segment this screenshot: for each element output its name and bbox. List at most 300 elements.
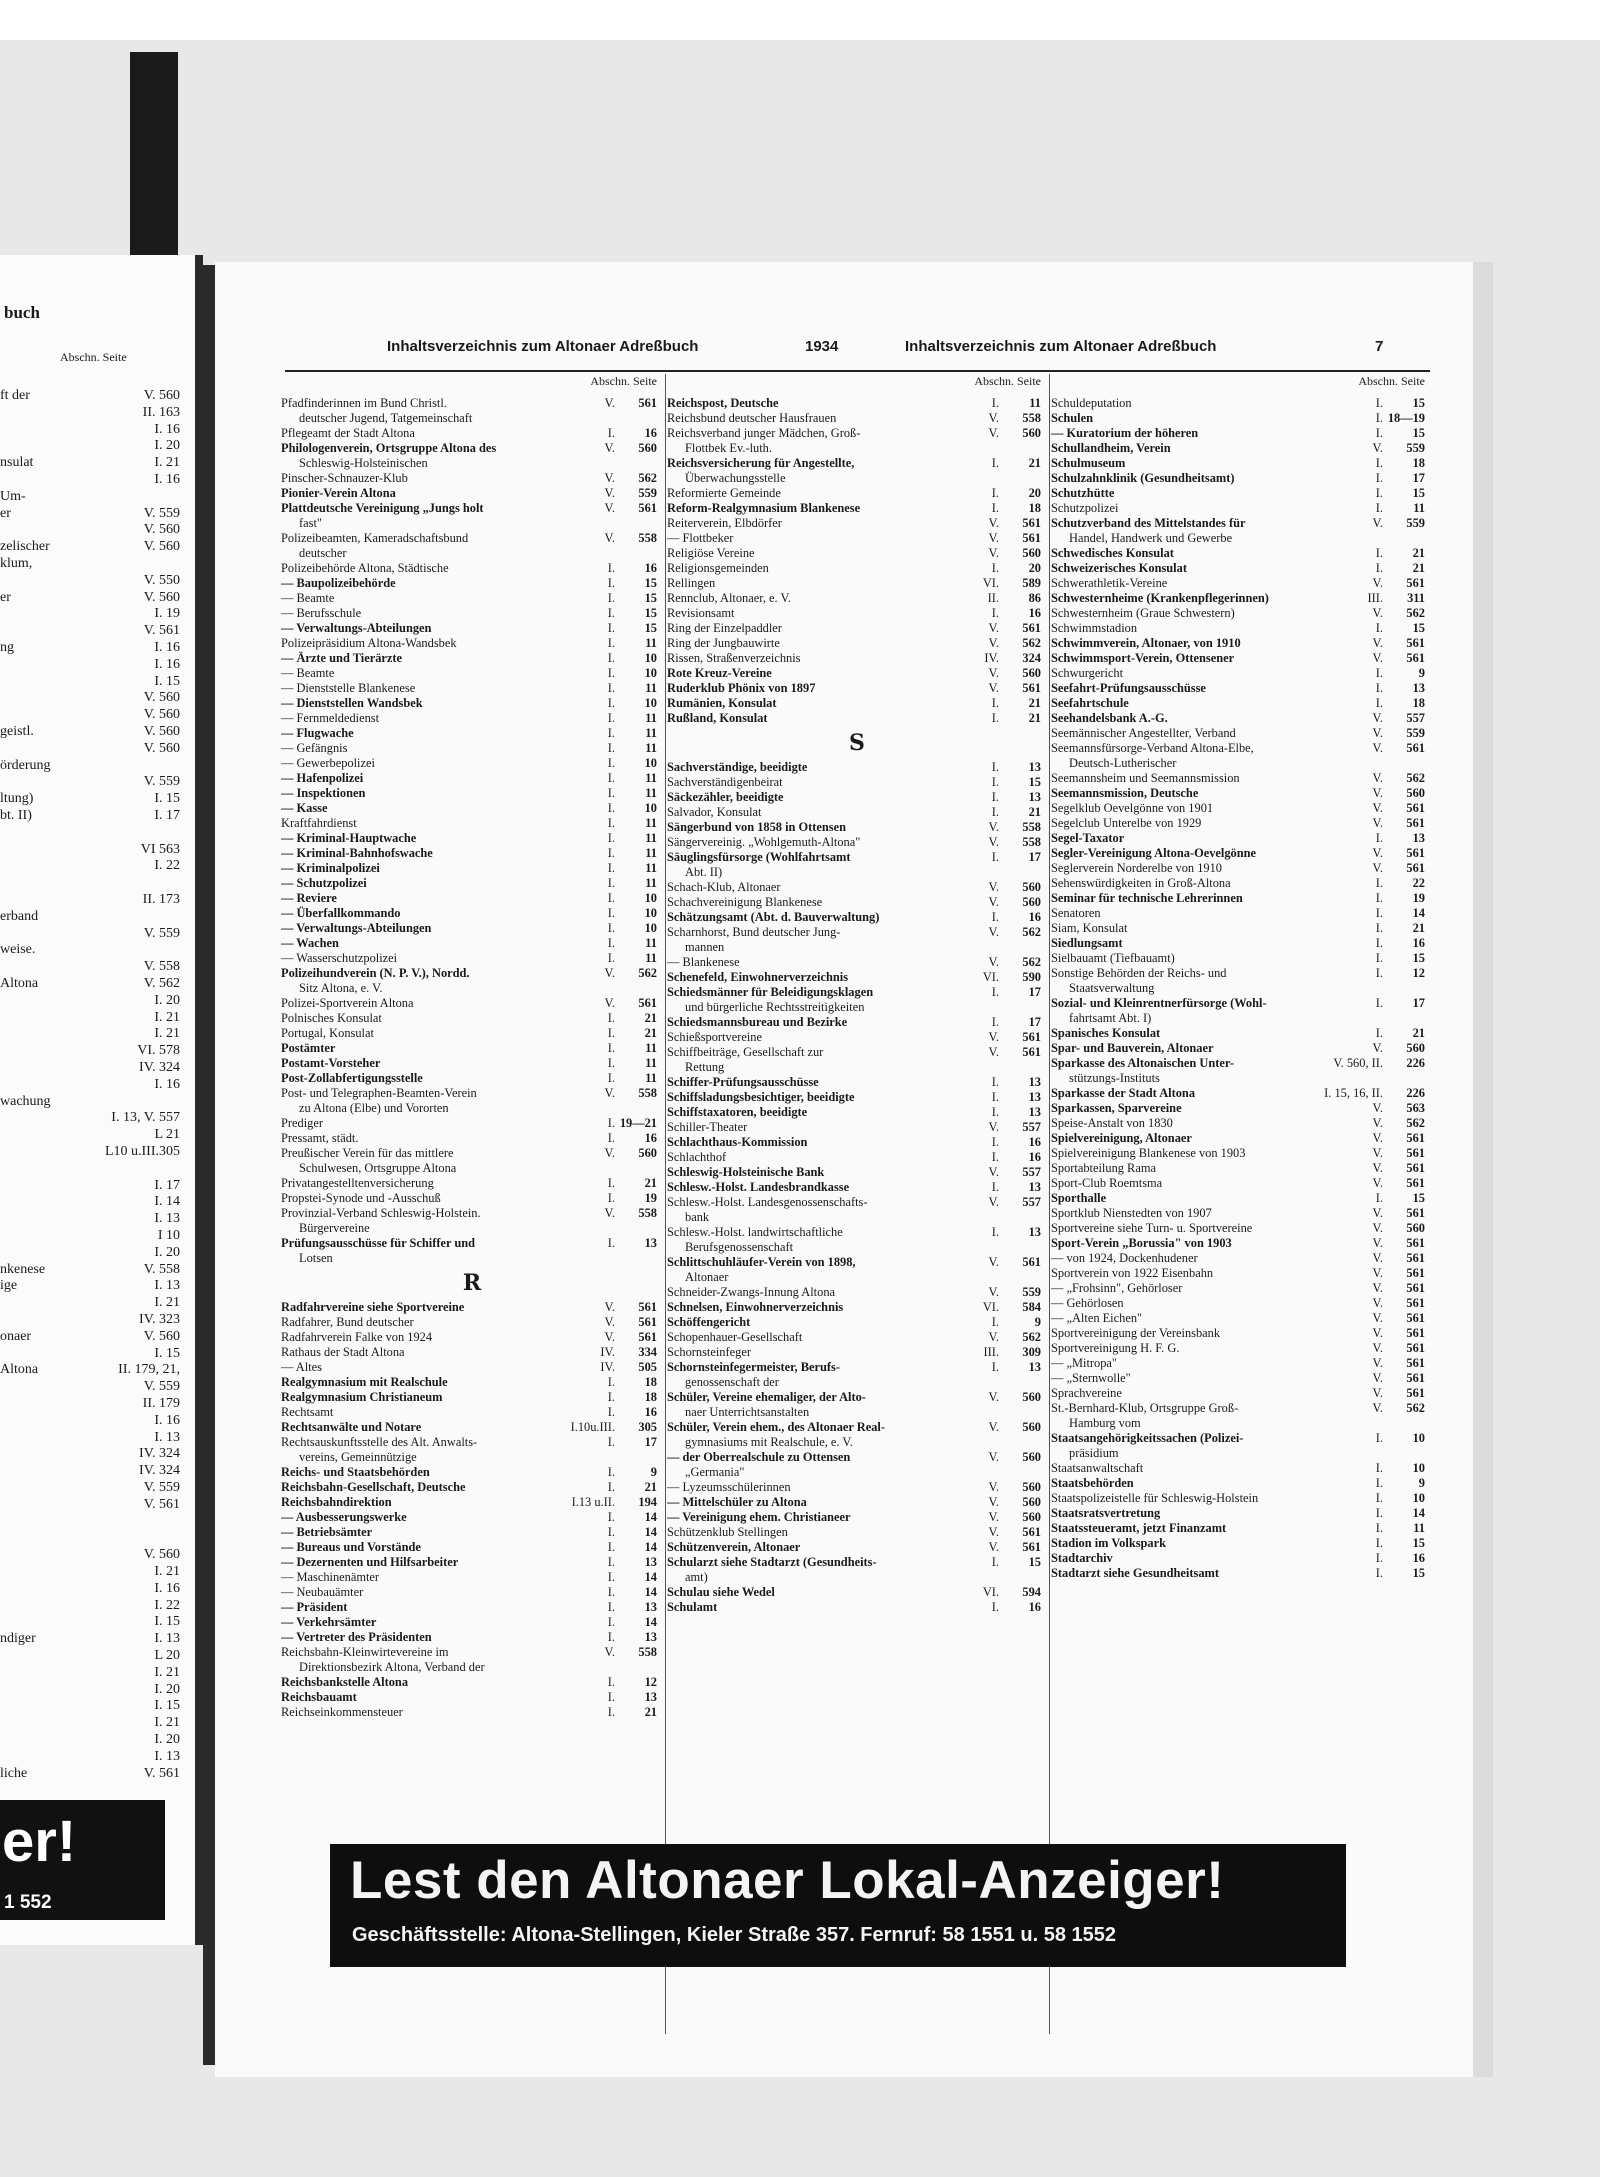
entry-page: 13: [644, 1690, 657, 1704]
header-left-title: Inhaltsverzeichnis zum Altonaer Adreßbuch: [387, 338, 699, 355]
entry-section: I.: [991, 711, 999, 725]
index-entry: [1051, 651, 1431, 666]
page-gutter: [203, 265, 215, 2065]
index-entry: [281, 1345, 663, 1360]
index-entry: [281, 921, 663, 936]
index-entry: [281, 891, 663, 906]
entry-page: 561: [638, 1300, 657, 1314]
entry-page: 561: [1406, 1326, 1425, 1340]
entry-section: I.: [607, 816, 615, 830]
left-entry-ref: I. 20: [154, 1732, 180, 1747]
entry-page: 11: [645, 711, 657, 725]
entry-page: 15: [1412, 951, 1425, 965]
entry-section: I.: [607, 1041, 615, 1055]
entry-page: 11: [645, 771, 657, 785]
entry-page: 19: [1412, 891, 1425, 905]
entry-title: — Kriminal-Hauptwache: [281, 831, 417, 845]
entry-section: I.: [991, 1135, 999, 1149]
index-entry: [281, 1465, 663, 1480]
entry-section: V.: [988, 880, 999, 894]
entry-section: VI.: [982, 970, 999, 984]
entry-title: — Blankenese: [667, 955, 740, 969]
entry-section: V.: [604, 1146, 615, 1160]
entry-page: 14: [644, 1615, 657, 1629]
entry-title: — Überfallkommando: [281, 906, 401, 920]
entry-page: 15: [644, 606, 657, 620]
entry-page: 11: [645, 741, 657, 755]
index-entry: [1051, 561, 1431, 576]
entry-title: Polizeipräsidium Altona-Wandsbek: [281, 636, 457, 650]
entry-page: 558: [1022, 411, 1041, 425]
index-entry: [281, 1690, 663, 1705]
entry-page: 13: [644, 1600, 657, 1614]
entry-continuation: zu Altona (Elbe) und Vororten: [299, 1101, 449, 1115]
entry-title: Siam, Konsulat: [1051, 921, 1128, 935]
index-entry: [281, 1131, 663, 1146]
entry-page: 16: [1028, 1600, 1041, 1614]
entry-section: V.: [988, 1045, 999, 1059]
entry-title: — der Oberrealschule zu Ottensen: [667, 1450, 851, 1464]
left-entry-ref: I. 16: [154, 1412, 180, 1428]
index-entry: [1051, 1371, 1431, 1386]
entry-section: I.: [991, 1225, 999, 1239]
entry-page: 558: [1022, 835, 1041, 849]
left-entry-ref: V. 560: [143, 1547, 180, 1563]
left-ad-text: er!: [2, 1809, 77, 1874]
index-entry: [1051, 1161, 1431, 1176]
entry-section: I.: [607, 756, 615, 770]
entry-section: I.: [607, 621, 615, 635]
entry-title: — Reviere: [281, 891, 337, 905]
entry-page: 561: [1022, 621, 1041, 635]
index-entry: [281, 1315, 663, 1330]
entry-title: Speise-Anstalt von 1830: [1051, 1116, 1173, 1130]
index-entry: [1051, 1401, 1431, 1431]
index-entry: [281, 531, 663, 561]
index-entry: [281, 1086, 663, 1116]
entry-section: V.: [604, 486, 615, 500]
entry-section: I.: [991, 1360, 999, 1374]
entry-title: Reichsbahndirektion: [281, 1495, 392, 1509]
entry-title: — Beamte: [281, 591, 335, 605]
entry-page: 22: [1412, 876, 1425, 890]
entry-title: Reichsbahn-Kleinwirtevereine im: [281, 1645, 449, 1659]
entry-section: I.: [607, 1405, 615, 1419]
left-entry-fragment: [0, 1763, 190, 1784]
entry-page: 562: [1406, 1401, 1425, 1415]
entry-section: I.: [1375, 561, 1383, 575]
entry-section: I.10u.III.: [570, 1420, 615, 1434]
entry-section: I.: [991, 1180, 999, 1194]
entry-title: Schornsteinfeger: [667, 1345, 751, 1359]
entry-title: Seehandelsbank A.-G.: [1051, 711, 1168, 725]
index-entry: [667, 1495, 1047, 1510]
entry-section: I.: [991, 486, 999, 500]
entry-section: I.: [607, 1525, 615, 1539]
entry-page: 558: [638, 531, 657, 545]
entry-continuation: Altonaer: [685, 1270, 729, 1284]
entry-page: 590: [1022, 970, 1041, 984]
entry-page: 11: [1029, 396, 1041, 410]
entry-page: 11: [645, 1056, 657, 1070]
entry-page: 11: [645, 636, 657, 650]
index-entry: [1051, 1536, 1431, 1551]
entry-title: Reform-Realgymnasium Blankenese: [667, 501, 861, 515]
entry-title: Sielbauamt (Tiefbauamt): [1051, 951, 1175, 965]
entry-section: I.: [1375, 1566, 1383, 1580]
entry-title: Realgymnasium mit Realschule: [281, 1375, 448, 1389]
index-entry: [1051, 1311, 1431, 1326]
entry-title: Schlesw.-Holst. Landesbrandkasse: [667, 1180, 850, 1194]
entry-page: 305: [638, 1420, 657, 1434]
entry-section: V.: [988, 621, 999, 635]
entry-page: 12: [1412, 966, 1425, 980]
left-entry-ref: I. 22: [154, 858, 180, 874]
entry-title: Rathaus der Stadt Altona: [281, 1345, 405, 1359]
entry-section: I.: [1375, 546, 1383, 560]
left-entry-ref: V. 560: [143, 740, 180, 756]
entry-title: Staatsangehörigkeitssachen (Polizei-: [1051, 1431, 1244, 1445]
entry-page: 17: [1412, 996, 1425, 1010]
entry-section: V.: [988, 1195, 999, 1209]
entry-section: V.: [604, 1330, 615, 1344]
entry-section: V.: [1372, 1356, 1383, 1370]
entry-page: 562: [1406, 606, 1425, 620]
index-entry: [1051, 1086, 1431, 1101]
entry-title: Säuglingsfürsorge (Wohlfahrtsamt: [667, 850, 851, 864]
entry-section: I.: [607, 1131, 615, 1145]
left-entry-ref: VI. 578: [137, 1043, 180, 1059]
section-letter: R: [462, 1270, 482, 1296]
index-entry: [1051, 831, 1431, 846]
entry-section: III.: [1367, 591, 1383, 605]
entry-page: 559: [638, 486, 657, 500]
index-entry: [667, 621, 1047, 636]
entry-section: I.: [607, 846, 615, 860]
entry-title: — Lyzeumsschülerinnen: [667, 1480, 791, 1494]
entry-title: — von 1924, Dockenhudener: [1051, 1251, 1198, 1265]
index-entry: [1051, 1566, 1431, 1581]
entry-section: I.: [607, 1011, 615, 1025]
entry-section: V.: [988, 1450, 999, 1464]
entry-section: I.: [991, 790, 999, 804]
entry-page: 560: [1406, 1221, 1425, 1235]
entry-page: 17: [1028, 850, 1041, 864]
index-entry: [1051, 1461, 1431, 1476]
index-entry: [281, 1540, 663, 1555]
entry-title: Sparkassen, Sparvereine: [1051, 1101, 1182, 1115]
left-entry-ref: II. 163: [142, 404, 180, 420]
index-entry: [1051, 426, 1431, 441]
entry-title: Schlittschuhläufer-Verein von 1898,: [667, 1255, 856, 1269]
index-entry: [1051, 1056, 1431, 1086]
entry-section: I.: [991, 1150, 999, 1164]
entry-page: 13: [1412, 831, 1425, 845]
entry-title: Schlachthaus-Kommission: [667, 1135, 808, 1149]
entry-continuation: gymnasiums mit Realschule, e. V.: [685, 1435, 853, 1449]
left-entry-ref: I. 13, V. 557: [111, 1110, 180, 1126]
index-entry: [281, 621, 663, 636]
index-entry: [281, 846, 663, 861]
entry-page: 11: [645, 816, 657, 830]
entry-title: Rennclub, Altonaer, e. V.: [667, 591, 791, 605]
entry-section: V. 560, II.: [1333, 1056, 1383, 1070]
index-entry: [1051, 1221, 1431, 1236]
entry-page: 561: [638, 1315, 657, 1329]
entry-page: 562: [1022, 955, 1041, 969]
entry-title: Rußland, Konsulat: [667, 711, 768, 725]
left-entry-ref: V. 562: [143, 976, 180, 991]
entry-section: I.: [607, 1191, 615, 1205]
entry-page: 21: [1412, 546, 1425, 560]
entry-page: 15: [1028, 1555, 1041, 1569]
index-entry: [1051, 741, 1431, 771]
entry-section: V.: [1372, 1101, 1383, 1115]
entry-title: Schiffstaxatoren, beeidigte: [667, 1105, 808, 1119]
index-entry: [1051, 1191, 1431, 1206]
entry-title: Sport-Verein „Borussia" von 1903: [1051, 1236, 1232, 1250]
entry-page: 560: [1022, 426, 1041, 440]
entry-title: Schiffbeiträge, Gesellschaft zur: [667, 1045, 824, 1059]
index-entry: [281, 876, 663, 891]
entry-page: 13: [644, 1555, 657, 1569]
entry-title: — Kasse: [281, 801, 328, 815]
entry-page: 559: [1406, 726, 1425, 740]
entry-title: Segelclub Unterelbe von 1929: [1051, 816, 1202, 830]
entry-page: 560: [1022, 1480, 1041, 1494]
left-entry-ref: V. 550: [143, 572, 180, 588]
left-entry-ref: V. 559: [143, 1379, 180, 1395]
entry-page: 10: [644, 666, 657, 680]
entry-section: I.: [991, 1600, 999, 1614]
entry-title: Schwedisches Konsulat: [1051, 546, 1174, 560]
entry-continuation: bank: [685, 1210, 710, 1224]
column-3-entries: [1051, 396, 1431, 1581]
entry-title: Schwesternheime (Krankenpflegerinnen): [1051, 591, 1269, 605]
entry-title: Ring der Jungbauwirte: [667, 636, 780, 650]
index-entry: [1051, 1131, 1431, 1146]
entry-section: V.: [988, 1285, 999, 1299]
index-entry: [667, 1090, 1047, 1105]
entry-title: — Hafenpolizei: [281, 771, 364, 785]
left-entry-ref: II. 179, 21,: [118, 1362, 180, 1378]
entry-section: I.: [1375, 876, 1383, 890]
entry-title: Reichsversicherung für Angestellte,: [667, 456, 855, 470]
left-entry-ref: I. 13: [154, 1211, 180, 1227]
entry-title: Sachverständigenbeirat: [667, 775, 783, 789]
index-entry: [1051, 1326, 1431, 1341]
entry-page: 561: [1406, 861, 1425, 875]
entry-page: 14: [644, 1585, 657, 1599]
entry-title: Schützenklub Stellingen: [667, 1525, 788, 1539]
index-entry: [1051, 1251, 1431, 1266]
left-entry-ref: IV. 324: [139, 1060, 180, 1075]
entry-page: 194: [638, 1495, 657, 1509]
entry-page: 560: [1022, 546, 1041, 560]
entry-section: V.: [604, 996, 615, 1010]
entry-title: Schiller-Theater: [667, 1120, 748, 1134]
entry-section: I.: [991, 760, 999, 774]
entry-section: I.: [1375, 1026, 1383, 1040]
entry-title: Post-Zollabfertigungsstelle: [281, 1071, 423, 1085]
index-entry: [281, 831, 663, 846]
index-entry: [281, 711, 663, 726]
index-entry: [1051, 621, 1431, 636]
entry-section: V.: [1372, 1266, 1383, 1280]
entry-title: Schießsportvereine: [667, 1030, 762, 1044]
entry-continuation: Rettung: [685, 1060, 725, 1074]
entry-title: — Verwaltungs-Abteilungen: [281, 621, 432, 635]
entry-continuation: präsidium: [1069, 1446, 1119, 1460]
entry-section: I.: [607, 906, 615, 920]
entry-page: 561: [1406, 651, 1425, 665]
index-entry: [667, 396, 1047, 411]
entry-title: Sporthalle: [1051, 1191, 1107, 1205]
left-entry-ref: I. 13: [154, 1278, 180, 1294]
entry-title: Sonstige Behörden der Reichs- und: [1051, 966, 1227, 980]
entry-section: I.: [607, 1116, 615, 1130]
entry-title: Radfahrverein Falke von 1924: [281, 1330, 433, 1344]
entry-continuation: naer Unterrichtsanstalten: [685, 1405, 810, 1419]
entry-section: V.: [988, 1030, 999, 1044]
index-entry: [667, 1180, 1047, 1195]
index-entry: [667, 651, 1047, 666]
index-entry: [667, 925, 1047, 955]
entry-title: Sportverein von 1922 Eisenbahn: [1051, 1266, 1214, 1280]
entry-title: Propstei-Synode und -Ausschuß: [281, 1191, 441, 1205]
entry-section: V.: [988, 1525, 999, 1539]
entry-page: 10: [1412, 1431, 1425, 1445]
entry-section: I.: [607, 801, 615, 815]
entry-section: II.: [987, 591, 999, 605]
index-entry: [281, 1375, 663, 1390]
index-entry: [281, 1510, 663, 1525]
entry-page: 561: [1022, 531, 1041, 545]
entry-page: 560: [1406, 1041, 1425, 1055]
entry-title: Senatoren: [1051, 906, 1101, 920]
entry-page: 18: [1028, 501, 1041, 515]
entry-title: Schlachthof: [667, 1150, 727, 1164]
entry-title: — Neubauämter: [281, 1585, 364, 1599]
entry-page: 11: [645, 831, 657, 845]
left-entry-ref: V. 560: [143, 388, 180, 403]
entry-page: 10: [1412, 1491, 1425, 1505]
entry-page: 10: [644, 906, 657, 920]
left-entry-ref: II. 179: [142, 1396, 180, 1411]
entry-continuation: und bürgerliche Rechtsstreitigkeiten: [685, 1000, 865, 1014]
entry-page: 15: [1412, 1536, 1425, 1550]
index-entry: [281, 1555, 663, 1570]
index-entry: [1051, 1266, 1431, 1281]
entry-section: V.: [604, 501, 615, 515]
entry-page: 21: [644, 1705, 657, 1719]
entry-page: 13: [1028, 1090, 1041, 1104]
entry-title: Seemännischer Angestellter, Verband: [1051, 726, 1236, 740]
index-entry: [667, 696, 1047, 711]
left-entry-ref: V. 560: [143, 690, 180, 706]
index-entry: [281, 861, 663, 876]
entry-title: Pfadfinderinnen im Bund Christl.: [281, 396, 447, 410]
entry-title: Seemannsfürsorge-Verband Altona-Elbe,: [1051, 741, 1254, 755]
entry-section: I.: [991, 775, 999, 789]
entry-section: I.: [1375, 1461, 1383, 1475]
entry-title: Stadion im Volkspark: [1051, 1536, 1167, 1550]
entry-page: 557: [1406, 711, 1425, 725]
entry-section: V.: [604, 966, 615, 980]
entry-continuation: Abt. II): [685, 865, 723, 879]
entry-title: Rumänien, Konsulat: [667, 696, 777, 710]
left-entry-ref: I. 16: [154, 656, 180, 672]
index-entry: [667, 666, 1047, 681]
index-entry: [667, 820, 1047, 835]
entry-title: Seglerverein Norderelbe von 1910: [1051, 861, 1223, 875]
entry-title: Post- und Telegraphen-Beamten-Verein: [281, 1086, 477, 1100]
index-entry: [281, 1041, 663, 1056]
left-entry-text: ng: [0, 640, 14, 655]
entry-section: I.: [1375, 681, 1383, 695]
entry-section: I.: [607, 786, 615, 800]
index-entry: [667, 1255, 1047, 1285]
entry-title: Reformierte Gemeinde: [667, 486, 781, 500]
entry-page: 13: [1028, 1105, 1041, 1119]
entry-section: I.: [607, 1555, 615, 1569]
index-entry: [1051, 681, 1431, 696]
entry-title: Staatspolizeistelle für Schleswig-Holstein: [1051, 1491, 1259, 1505]
entry-section: V.: [1372, 1206, 1383, 1220]
left-entry-ref: I. 15: [154, 791, 180, 807]
entry-section: I.: [607, 606, 615, 620]
entry-page: 15: [1412, 1191, 1425, 1205]
entry-title: Sport-Club Roemtsma: [1051, 1176, 1163, 1190]
entry-section: I.: [607, 1705, 615, 1719]
index-entry: [281, 786, 663, 801]
entry-title: Kraftfahrdienst: [281, 816, 357, 830]
entry-page: 324: [1022, 651, 1041, 665]
left-entry-ref: V. 561: [143, 1765, 180, 1781]
entry-section: I.: [607, 1375, 615, 1389]
entry-section: I.: [1375, 486, 1383, 500]
entry-section: I.: [991, 1315, 999, 1329]
entry-section: V.: [988, 1165, 999, 1179]
entry-title: Portugal, Konsulat: [281, 1026, 374, 1040]
entry-section: V.: [988, 820, 999, 834]
entry-section: V.: [1372, 1386, 1383, 1400]
index-entry: [1051, 1386, 1431, 1401]
entry-section: I.: [607, 771, 615, 785]
entry-page: 557: [1022, 1165, 1041, 1179]
entry-page: 20: [1028, 561, 1041, 575]
entry-page: 21: [644, 1480, 657, 1494]
entry-title: Schwimmstadion: [1051, 621, 1138, 635]
entry-section: V.: [988, 1330, 999, 1344]
entry-section: VI.: [982, 576, 999, 590]
entry-title: — Präsident: [281, 1600, 348, 1614]
index-entry: [667, 970, 1047, 985]
entry-title: Schutzpolizei: [1051, 501, 1119, 515]
entry-continuation: deutscher: [299, 546, 347, 560]
left-entry-ref: V. 560: [143, 522, 180, 538]
index-entry: [1051, 1491, 1431, 1506]
left-entry-ref: I. 20: [154, 992, 180, 1008]
entry-section: V.: [1372, 861, 1383, 875]
entry-title: Salvador, Konsulat: [667, 805, 762, 819]
index-entry: [281, 1480, 663, 1495]
entry-section: I.: [1375, 426, 1383, 440]
index-entry: [281, 936, 663, 951]
entry-title: — Vereinigung ehem. Christianeer: [667, 1510, 851, 1524]
entry-title: Seemannsheim und Seemannsmission: [1051, 771, 1240, 785]
left-entry-text: Altona: [0, 976, 39, 991]
